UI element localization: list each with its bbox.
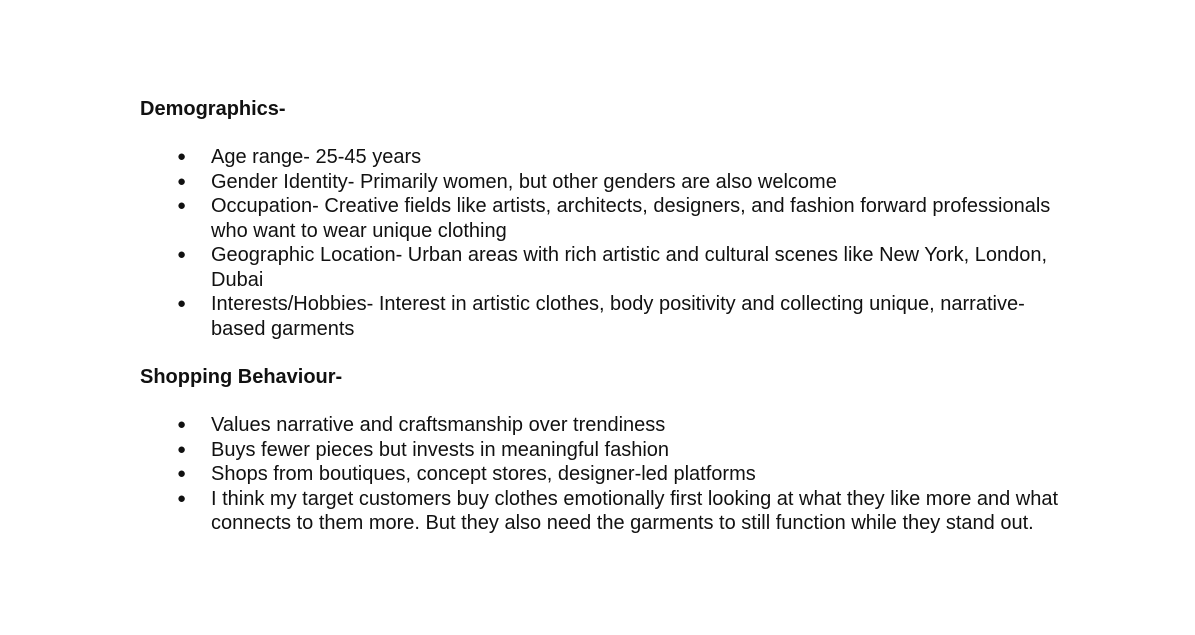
list-item xyxy=(140,438,1060,463)
bullet-icon: ● xyxy=(177,440,187,458)
list-item xyxy=(140,292,1060,341)
list-item xyxy=(140,170,1060,195)
list-item-text: Interests/Hobbies- Interest in artistic clothes, body positivity and collecting unique, narrative-based garments xyxy=(211,293,1025,340)
list-item-text: Age range- 25-45 years xyxy=(211,146,422,168)
demographics-list xyxy=(140,145,1060,341)
demographics-heading: Demographics- xyxy=(140,98,286,120)
bullet-icon: ● xyxy=(177,465,187,482)
bullet-icon: ● xyxy=(177,148,187,165)
bullet-icon: ● xyxy=(177,197,187,214)
bullet-icon: ● xyxy=(177,172,187,190)
list-item-text: Occupation- Creative fields like artists, architects, designers, and fashion forward professionals who want to wear unique clothing xyxy=(211,195,1051,242)
list-item xyxy=(140,145,1060,170)
bullet-icon: ● xyxy=(177,246,187,263)
list-item xyxy=(140,462,1060,487)
list-item xyxy=(140,487,1060,536)
list-item-text: Shops from boutiques, concept stores, designer-led platforms xyxy=(211,463,756,485)
shopping-behaviour-heading: Shopping Behaviour- xyxy=(140,366,343,388)
list-item xyxy=(140,194,1060,243)
bullet-icon: ● xyxy=(177,489,187,507)
list-item-text: Geographic Location- Urban areas with rich artistic and cultural scenes like New York, London, Dubai xyxy=(211,244,1047,291)
list-item-text: Gender Identity- Primarily women, but other genders are also welcome xyxy=(211,170,837,193)
bullet-icon: ● xyxy=(177,416,187,433)
list-item-text: Buys fewer pieces but invests in meaningful fashion xyxy=(211,438,670,461)
list-item xyxy=(140,413,1060,438)
list-item xyxy=(140,243,1060,292)
shopping-behaviour-list xyxy=(140,413,1060,536)
list-item-text: Values narrative and craftsmanship over trendiness xyxy=(211,414,666,436)
document-body xyxy=(140,96,1060,536)
list-item-text: I think my target customers buy clothes emotionally first looking at what they like more and what connects to them more. But they also need the garments to still function while they stand out. xyxy=(211,487,1059,534)
bullet-icon: ● xyxy=(177,295,187,312)
